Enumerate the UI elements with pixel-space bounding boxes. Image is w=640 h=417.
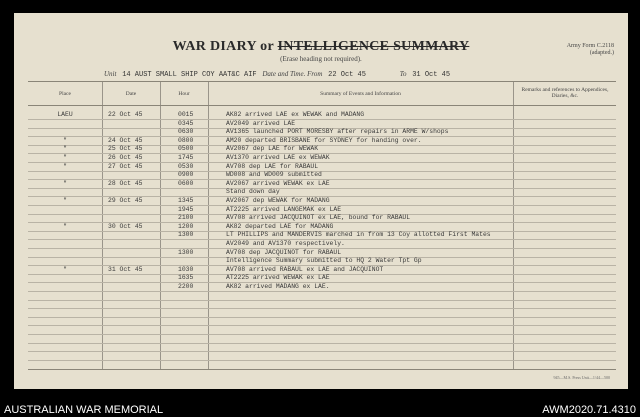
ruled-line [28, 334, 616, 335]
row-date: 28 Oct 45 [108, 179, 143, 187]
header-divider [28, 105, 616, 106]
row-summary: AV2067 dep LAE for WEWAK [226, 145, 319, 153]
ruled-line [28, 171, 616, 172]
row-hour: 1030 [178, 265, 194, 273]
row-date: 29 Oct 45 [108, 197, 143, 204]
row-summary: AV1365 launched PORT MORESBY after repairs in ARME W/shops [226, 128, 449, 136]
row-hour: 1345 [178, 197, 194, 204]
from-value: 22 Oct 45 [328, 71, 366, 79]
row-place: " [63, 222, 67, 230]
ruled-line [28, 188, 616, 189]
row-summary: AV708 dep LAE for RABAUL [226, 162, 319, 170]
form-number-adapted: (adapted.) [589, 50, 614, 56]
dates-label: Date and Time. [262, 70, 306, 78]
row-hour: 0800 [178, 136, 194, 144]
row-place: " [63, 136, 67, 144]
ruled-line [28, 317, 616, 318]
ruled-line [28, 351, 616, 352]
row-hour: 1300 [178, 248, 194, 256]
from-label: From [307, 70, 323, 78]
row-summary: AK82 arrived MADANG ex LAE. [226, 283, 330, 290]
row-summary: AK82 arrived LAE ex WEWAK and MADANG [226, 111, 365, 118]
row-date: 26 Oct 45 [108, 154, 143, 161]
row-hour: 0345 [178, 119, 194, 127]
caption-institution: AUSTRALIAN WAR MEMORIAL [4, 404, 164, 416]
row-summary: AV2049 arrived LAE [226, 119, 296, 127]
row-summary: AV2049 and AV1370 respectively. [226, 240, 345, 247]
row-summary: Stand down day [226, 188, 280, 196]
row-hour: 0500 [178, 145, 194, 153]
row-summary: AV708 arrived RABAUL ex LAE and JACQUINOT [226, 265, 384, 273]
row-place: " [63, 197, 67, 204]
row-place: " [63, 154, 67, 161]
row-summary: AV1370 arrived LAE ex WEWAK [226, 154, 330, 161]
title-struck: INTELLIGENCE SUMMARY [277, 39, 470, 54]
row-summary: AV708 dep JACQUINOT for RABAUL [226, 248, 342, 256]
ruled-line [28, 119, 616, 120]
diary-table [28, 81, 616, 370]
row-hour: 2200 [178, 283, 194, 290]
row-summary: AV2067 arrived WEWAK ex LAE [226, 179, 330, 187]
header-remarks: Remarks and references to Appendices, Diaries, &c. [521, 87, 609, 99]
row-summary: AT2225 arrived WEWAK ex LAE [226, 274, 330, 282]
ruled-line [28, 291, 616, 292]
page-title [14, 39, 628, 55]
row-hour: 0630 [178, 128, 194, 136]
title-main: WAR DIARY or [172, 39, 278, 54]
row-hour: 1200 [178, 222, 194, 230]
ruled-line [28, 308, 616, 309]
row-summary: WD008 and WD009 submitted [226, 171, 322, 179]
unit-value: 14 AUST SMALL SHIP COY AAT&C AIF [122, 71, 257, 79]
printer-mark: 945—M.S. Press Unit—1/44—500 [553, 375, 610, 380]
row-summary: AV2067 dep WEWAK for MADANG [226, 197, 330, 204]
row-summary: Intelligence Summary submitted to HQ 2 Water Tpt Gp [226, 257, 422, 265]
row-date: 30 Oct 45 [108, 222, 143, 230]
row-date: 24 Oct 45 [108, 136, 143, 144]
row-hour: 1745 [178, 154, 194, 161]
page-subtitle: (Erase heading not required). [280, 55, 362, 63]
form-number [567, 43, 614, 57]
row-summary: AV708 arrived JACQUINOT ex LAE, bound for RABAUL [226, 214, 411, 222]
ruled-line [28, 360, 616, 361]
row-summary: LT PHILLIPS and MANDERVIS marched in from 13 Coy allotted First Mates [226, 231, 491, 239]
ruled-line [28, 325, 616, 326]
header-place: Place [59, 91, 71, 97]
row-place: " [63, 145, 67, 153]
ruled-line [28, 343, 616, 344]
row-summary: AT2225 arrived LANGEMAK ex LAE [226, 205, 342, 213]
header-hour: Hour [178, 91, 190, 97]
row-hour: 0015 [178, 111, 194, 118]
row-date: 31 Oct 45 [108, 265, 143, 273]
row-hour: 1300 [178, 231, 194, 239]
ruled-line [28, 300, 616, 301]
row-hour: 1945 [178, 205, 194, 213]
caption-accession: AWM2020.71.4310 [542, 404, 636, 416]
to-value: 31 Oct 45 [412, 71, 451, 79]
row-summary: AK82 departed LAE for MADANG [226, 222, 334, 230]
row-date: 27 Oct 45 [108, 162, 143, 170]
row-summary: AM20 departed BRISBANE for SYDNEY for handing over. [226, 136, 422, 144]
row-place: " [63, 162, 67, 170]
row-place: " [63, 265, 67, 273]
row-date: 25 Oct 45 [108, 145, 143, 153]
row-hour: 0600 [178, 179, 194, 187]
header-summary: Summary of Events and Information [320, 91, 401, 97]
unit-line [104, 70, 454, 79]
row-place: LAEU [57, 111, 73, 118]
form-number-code: Army Form C.2118 [566, 43, 614, 49]
row-hour: 1635 [178, 274, 194, 282]
row-place: " [63, 179, 67, 187]
row-date: 22 Oct 45 [108, 111, 143, 118]
row-hour: 0900 [178, 171, 194, 179]
to-label: To [399, 70, 407, 78]
diary-sheet [14, 13, 628, 389]
header-date: Date [125, 91, 137, 97]
unit-label: Unit [104, 70, 117, 78]
row-hour: 0530 [178, 162, 194, 170]
row-hour: 2100 [178, 214, 194, 222]
